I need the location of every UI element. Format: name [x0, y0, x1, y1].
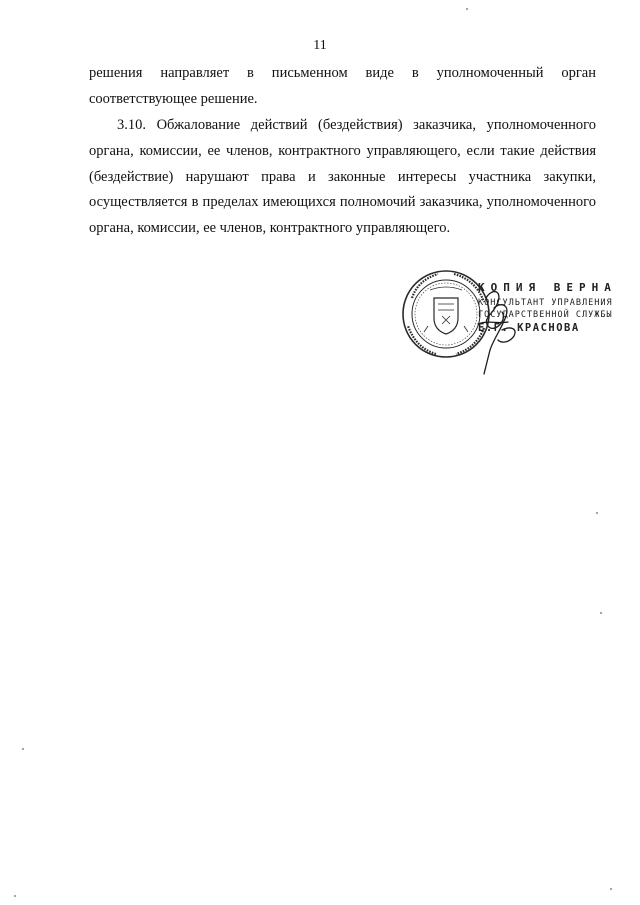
scan-speck: [600, 612, 602, 614]
certification-line-2: КОНСУЛЬТАНТ УПРАВЛЕНИЯ: [478, 298, 613, 308]
scan-speck: [14, 895, 16, 897]
paragraph-3-10: 3.10. Обжалование действий (бездействия) заказчика, уполномоченного органа, комиссии, ее членов, контрактного управляющего, если такие действия (бездействие) нарушают права и законные интересы участника закупки, осуществляется в пределах имеющихся полномочий заказчика, уполномоченного органа, комиссии, ее членов, контрактного управляющего.: [89, 117, 596, 237]
scan-speck: [22, 748, 24, 750]
scan-speck: [466, 8, 468, 10]
paragraph-continuation: решения направляет в письменном виде в уполномоченный орган соответствующее решение.: [89, 65, 596, 107]
certification-line-1: КОПИЯ ВЕРНА: [478, 281, 617, 294]
page-number: 11: [313, 38, 327, 53]
scan-speck: [596, 512, 598, 514]
certification-line-3: ГОСУДАРСТВЕННОЙ СЛУЖБЫ: [478, 310, 613, 320]
certification-line-4: Е.Г. КРАСНОВА: [478, 322, 580, 334]
scan-speck: [610, 888, 612, 890]
